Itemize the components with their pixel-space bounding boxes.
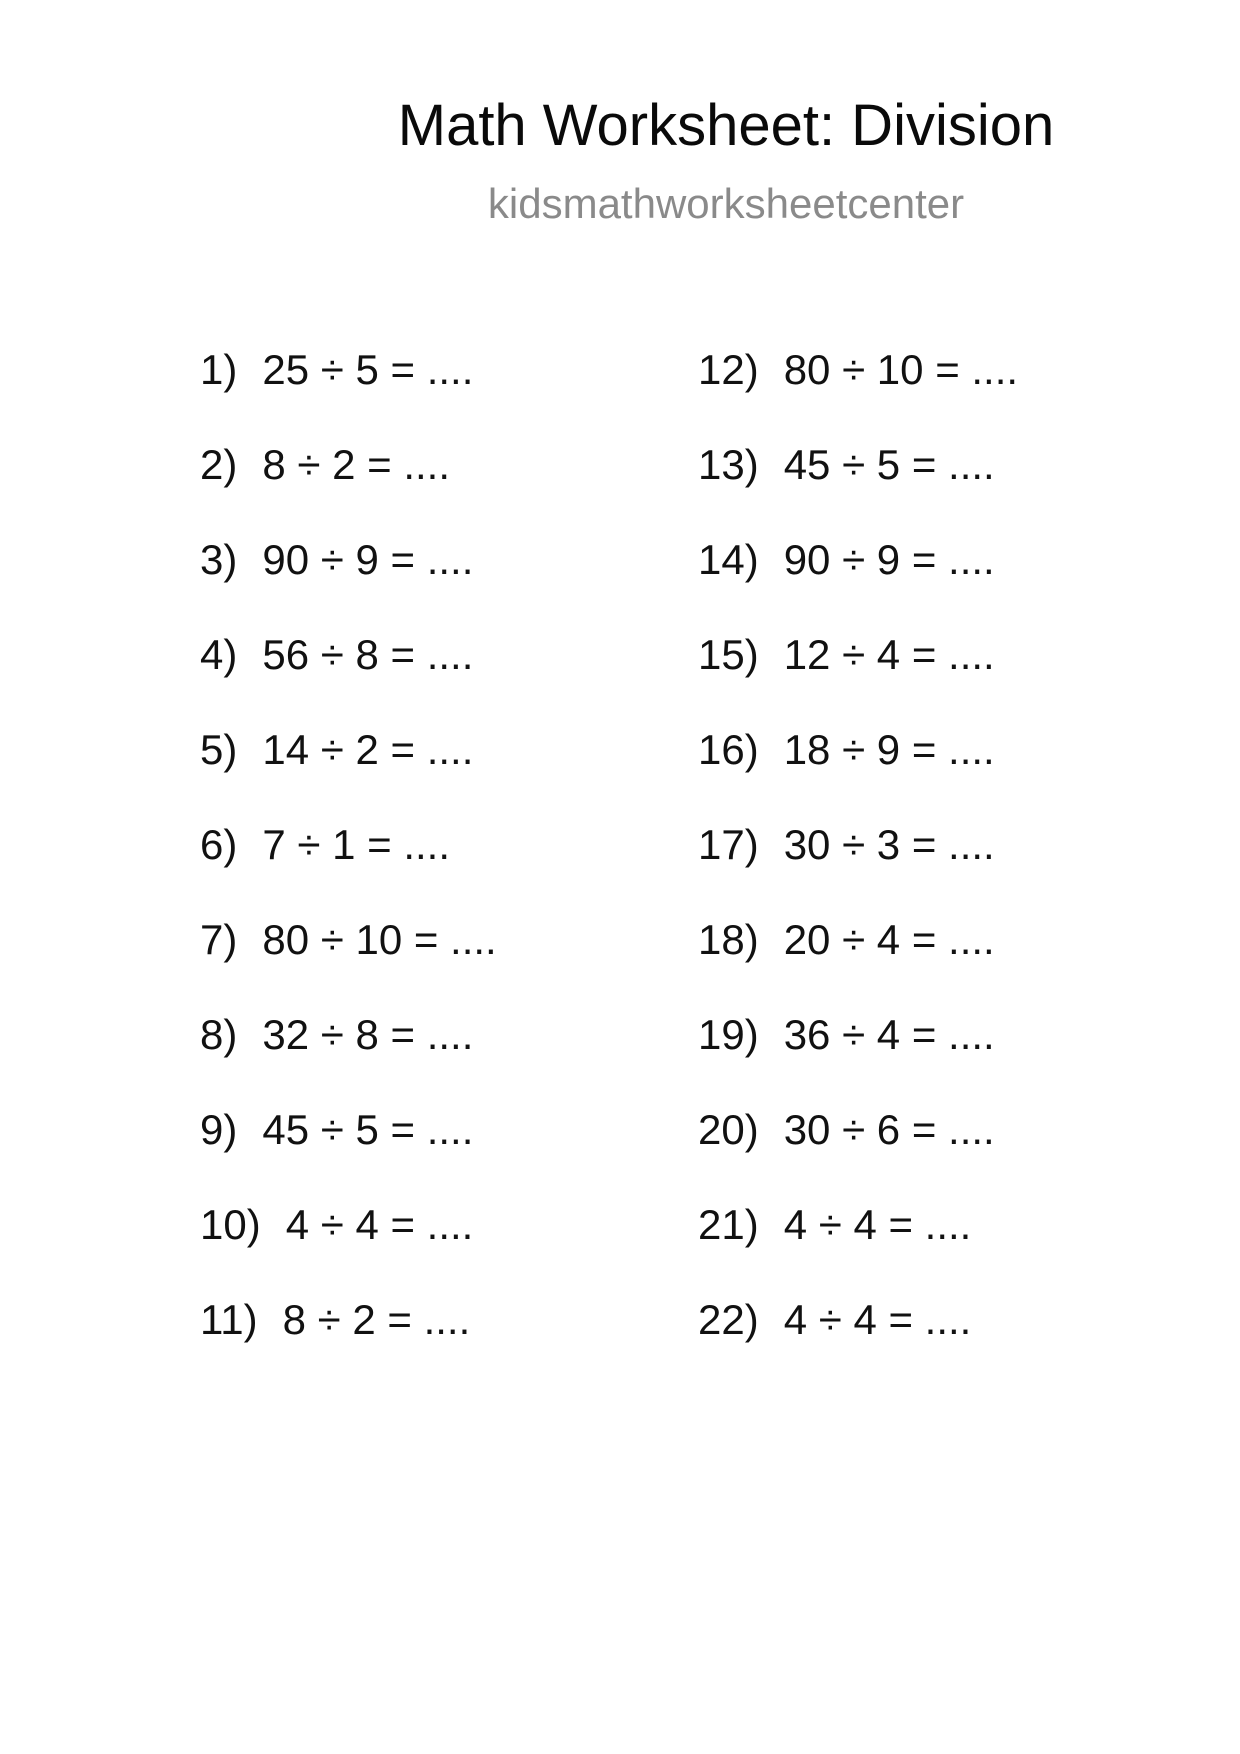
problem-number: 19): [698, 1011, 759, 1058]
problem-expression: 4 ÷ 4 = ....: [783, 1201, 972, 1248]
problem-expression: 7 ÷ 1 = ....: [262, 821, 451, 868]
problem-item: [698, 1106, 1018, 1204]
problem-item: [698, 1011, 1018, 1109]
problem-expression: 8 ÷ 2 = ....: [282, 1296, 471, 1343]
problem-number: 1): [200, 346, 238, 393]
problem-item: [698, 536, 1018, 634]
problem-number: 3): [200, 536, 238, 583]
problem-expression: 45 ÷ 5 = ....: [783, 441, 995, 488]
problem-number: 22): [698, 1296, 759, 1343]
problem-number: 8): [200, 1011, 238, 1058]
problem-column-left: [200, 346, 497, 1394]
problem-number: 18): [698, 916, 759, 963]
problem-item: [698, 726, 1018, 824]
problem-expression: 45 ÷ 5 = ....: [262, 1106, 474, 1153]
worksheet-title: Math Worksheet: Division: [397, 93, 1055, 158]
problem-item: [698, 916, 1018, 1014]
problem-item: [200, 1106, 497, 1204]
problem-expression: 4 ÷ 4 = ....: [285, 1201, 474, 1248]
problem-number: 5): [200, 726, 238, 773]
problem-expression: 14 ÷ 2 = ....: [262, 726, 474, 773]
problem-number: 2): [200, 441, 238, 488]
problem-number: 9): [200, 1106, 238, 1153]
problem-expression: 90 ÷ 9 = ....: [262, 536, 474, 583]
problem-expression: 90 ÷ 9 = ....: [783, 536, 995, 583]
problem-item: [200, 346, 497, 444]
problem-number: 21): [698, 1201, 759, 1248]
problem-item: [200, 821, 497, 919]
problem-item: [200, 916, 497, 1014]
problem-number: 14): [698, 536, 759, 583]
problem-number: 4): [200, 631, 238, 678]
problem-item: [200, 441, 497, 539]
problem-item: [200, 536, 497, 634]
problem-expression: 8 ÷ 2 = ....: [262, 441, 451, 488]
problem-expression: 30 ÷ 6 = ....: [783, 1106, 995, 1153]
problem-number: 13): [698, 441, 759, 488]
problem-item: [698, 631, 1018, 729]
worksheet-subtitle: kidsmathworksheetcenter: [487, 180, 965, 227]
problem-expression: 80 ÷ 10 = ....: [262, 916, 497, 963]
problem-expression: 18 ÷ 9 = ....: [783, 726, 995, 773]
problem-expression: 25 ÷ 5 = ....: [262, 346, 474, 393]
problem-item: [200, 1011, 497, 1109]
problem-expression: 56 ÷ 8 = ....: [262, 631, 474, 678]
problem-item: [200, 1296, 497, 1394]
problem-item: [698, 346, 1019, 444]
problem-expression: 36 ÷ 4 = ....: [783, 1011, 995, 1058]
problem-number: 6): [200, 821, 238, 868]
problem-expression: 20 ÷ 4 = ....: [783, 916, 995, 963]
problem-column-right: [698, 346, 1019, 1394]
problem-item: [200, 631, 497, 729]
problem-item: [200, 726, 497, 824]
problem-item: [698, 441, 1018, 539]
problem-item: [200, 1201, 497, 1299]
problem-number: 12): [698, 346, 759, 393]
problem-number: 7): [200, 916, 238, 963]
problem-number: 17): [698, 821, 759, 868]
problem-item: [698, 821, 1018, 919]
problem-expression: 32 ÷ 8 = ....: [262, 1011, 474, 1058]
problem-expression: 4 ÷ 4 = ....: [783, 1296, 972, 1343]
problem-item: [698, 1296, 1018, 1394]
problem-number: 10): [200, 1201, 261, 1248]
problem-number: 11): [200, 1296, 258, 1343]
problem-expression: 12 ÷ 4 = ....: [783, 631, 995, 678]
problem-expression: 30 ÷ 3 = ....: [783, 821, 995, 868]
problem-number: 15): [698, 631, 759, 678]
problem-expression: 80 ÷ 10 = ....: [783, 346, 1019, 393]
problem-number: 16): [698, 726, 759, 773]
problem-item: [698, 1201, 1018, 1299]
problem-number: 20): [698, 1106, 759, 1153]
